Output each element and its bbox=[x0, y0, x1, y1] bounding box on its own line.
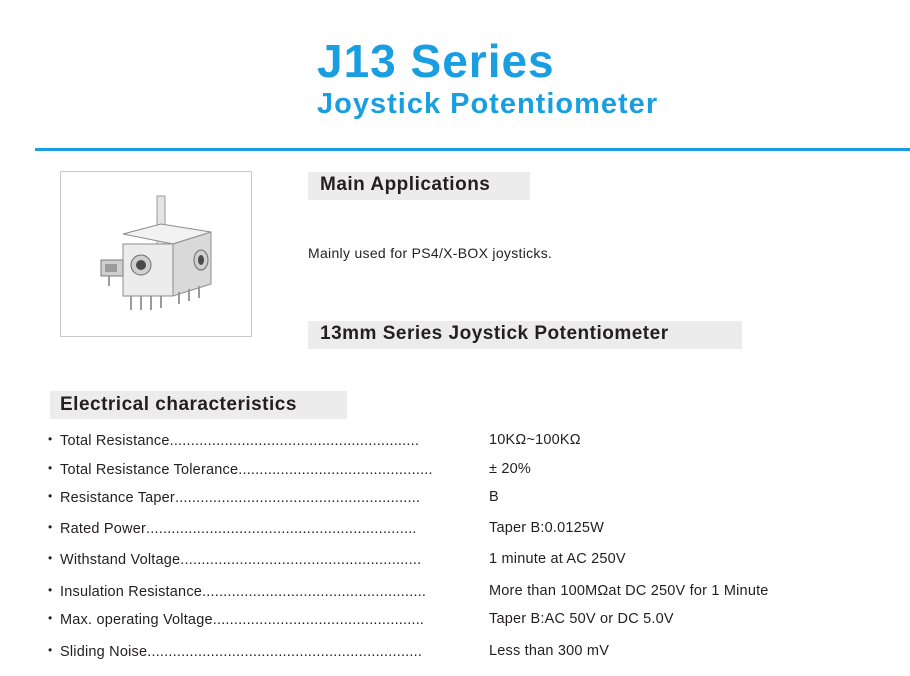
main-applications-text: Mainly used for PS4/X-BOX joysticks. bbox=[308, 245, 553, 261]
spec-leader-dots: .......................................................... bbox=[174, 490, 421, 506]
bullet-icon: • bbox=[48, 551, 53, 565]
series-heading: 13mm Series Joystick Potentiometer bbox=[308, 321, 742, 349]
bullet-icon: • bbox=[48, 583, 53, 597]
spec-sliding-noise bbox=[48, 643, 610, 660]
page-subtitle: Joystick Potentiometer bbox=[317, 88, 659, 120]
spec-leader-dots: ..................................................... bbox=[202, 584, 427, 600]
spec-resistance-taper bbox=[48, 489, 499, 506]
joystick-potentiometer-icon bbox=[61, 172, 253, 338]
spec-label: Total Resistance Tolerance bbox=[60, 462, 239, 478]
spec-value: More than 100MΩat DC 250V for 1 Minute bbox=[489, 583, 769, 599]
spec-label: Withstand Voltage bbox=[60, 552, 181, 568]
spec-leader-dots: ......................................................... bbox=[180, 552, 422, 568]
spec-value: 10KΩ~100KΩ bbox=[489, 432, 581, 448]
spec-label: Resistance Taper bbox=[60, 490, 175, 506]
spec-total-resistance bbox=[48, 432, 581, 449]
bullet-icon: • bbox=[48, 432, 53, 446]
spec-insulation-resistance bbox=[48, 583, 769, 600]
product-photo-frame bbox=[60, 171, 252, 337]
spec-leader-dots: ................................................................ bbox=[146, 521, 417, 537]
spec-label: Insulation Resistance bbox=[60, 584, 203, 600]
electrical-characteristics-heading: Electrical characteristics bbox=[50, 391, 347, 419]
spec-leader-dots: ................................................................. bbox=[147, 644, 423, 660]
main-applications-heading: Main Applications bbox=[308, 172, 530, 200]
spec-label: Rated Power bbox=[60, 521, 147, 537]
bullet-icon: • bbox=[48, 611, 53, 625]
spec-label: Total Resistance bbox=[60, 433, 170, 449]
spec-value: Taper B:0.0125W bbox=[489, 520, 605, 536]
spec-value: B bbox=[489, 489, 499, 505]
header-divider bbox=[35, 148, 910, 151]
spec-label: Sliding Noise bbox=[60, 644, 148, 660]
spec-leader-dots: .............................................. bbox=[238, 462, 433, 478]
spec-value: Taper B:AC 50V or DC 5.0V bbox=[489, 611, 674, 627]
spec-label: Max. operating Voltage bbox=[60, 612, 213, 628]
spec-value: ± 20% bbox=[489, 461, 532, 477]
bullet-icon: • bbox=[48, 520, 53, 534]
bullet-icon: • bbox=[48, 643, 53, 657]
bullet-icon: • bbox=[48, 461, 53, 475]
bullet-icon: • bbox=[48, 489, 53, 503]
page-title: J13 Series bbox=[317, 35, 555, 87]
spec-rated-power bbox=[48, 520, 605, 537]
spec-resistance-tolerance bbox=[48, 461, 532, 478]
spec-value: 1 minute at AC 250V bbox=[489, 551, 626, 567]
spec-withstand-voltage bbox=[48, 551, 626, 568]
spec-value: Less than 300 mV bbox=[489, 643, 610, 659]
spec-leader-dots: ........................................................... bbox=[169, 433, 420, 449]
spec-max-operating-voltage bbox=[48, 611, 674, 628]
spec-leader-dots: .................................................. bbox=[212, 612, 425, 628]
